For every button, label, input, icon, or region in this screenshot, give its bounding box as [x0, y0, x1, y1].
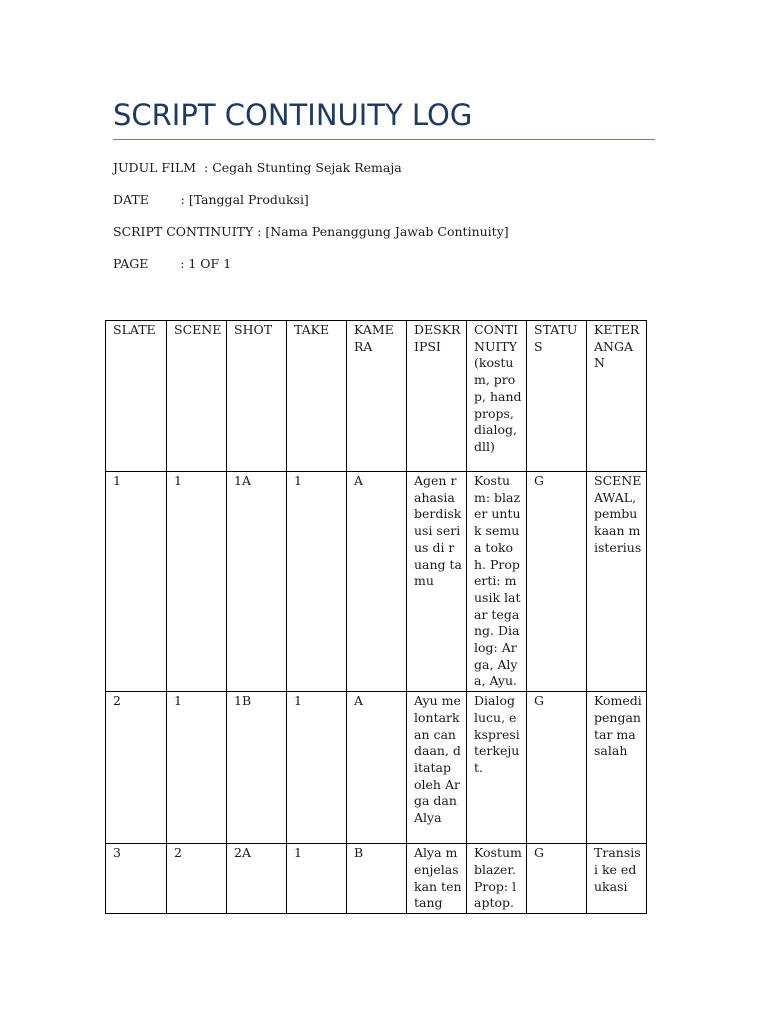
header-status: STATUS	[527, 321, 587, 472]
cell-scene: 2	[167, 844, 227, 914]
continuity-log-table	[105, 320, 647, 914]
meta-label: PAGE :	[113, 256, 189, 271]
header-continuity: CONTINUITY (kostum, prop, handprops, dialog, dll)	[467, 321, 527, 472]
cell-scene: 1	[167, 472, 227, 692]
cell-slate: 1	[106, 472, 167, 692]
table-row	[106, 472, 647, 692]
cell-slate: 2	[106, 692, 167, 844]
cell-kamera: A	[347, 692, 407, 844]
cell-shot: 1A	[227, 472, 287, 692]
meta-page	[113, 256, 231, 272]
table-row	[106, 844, 647, 914]
header-keterangan: KETERANGAN	[587, 321, 647, 472]
cell-take: 1	[287, 692, 347, 844]
cell-shot: 2A	[227, 844, 287, 914]
table-header-row	[106, 321, 647, 472]
header-slate: SLATE	[106, 321, 167, 472]
header-shot: SHOT	[227, 321, 287, 472]
cell-continuity: Kostum blazer. Prop: laptop.	[467, 844, 527, 914]
page-title: SCRIPT CONTINUITY LOG	[113, 98, 473, 132]
cell-keterangan: Komedi pengantar masalah	[587, 692, 647, 844]
meta-label: JUDUL FILM :	[113, 160, 213, 175]
meta-value: 1 OF 1	[188, 256, 232, 271]
cell-keterangan: SCENE AWAL, pembukaan misterius	[587, 472, 647, 692]
meta-date	[113, 192, 309, 208]
cell-kamera: A	[347, 472, 407, 692]
cell-scene: 1	[167, 692, 227, 844]
cell-status: G	[527, 472, 587, 692]
cell-take: 1	[287, 472, 347, 692]
meta-label: DATE :	[113, 192, 189, 207]
header-scene: SCENE	[167, 321, 227, 472]
meta-film-title	[113, 160, 402, 176]
cell-shot: 1B	[227, 692, 287, 844]
cell-status: G	[527, 844, 587, 914]
meta-script-continuity	[113, 224, 509, 240]
cell-keterangan: Transisi ke edukasi	[587, 844, 647, 914]
cell-status: G	[527, 692, 587, 844]
header-deskripsi: DESKRIPSI	[407, 321, 467, 472]
meta-label: SCRIPT CONTINUITY :	[113, 224, 266, 239]
cell-continuity: Dialog lucu, ekspresi terkejut.	[467, 692, 527, 844]
cell-continuity: Kostum: blazer untuk semua tokoh. Properti: musik latar tegang. Dialog: Arga, Alya, Ayu.	[467, 472, 527, 692]
meta-value: [Tanggal Produksi]	[188, 192, 309, 207]
cell-deskripsi: Alya menjelaskan tentang	[407, 844, 467, 914]
cell-deskripsi: Agen rahasia berdiskusi serius di ruang tamu	[407, 472, 467, 692]
meta-value: [Nama Penanggung Jawab Continuity]	[265, 224, 509, 239]
meta-value: Cegah Stunting Sejak Remaja	[212, 160, 402, 175]
cell-take: 1	[287, 844, 347, 914]
table-row	[106, 692, 647, 844]
cell-slate: 3	[106, 844, 167, 914]
title-divider	[113, 139, 655, 140]
header-take: TAKE	[287, 321, 347, 472]
header-kamera: KAMERA	[347, 321, 407, 472]
cell-deskripsi: Ayu melontarkan candaan, ditatap oleh Arga dan Alya	[407, 692, 467, 844]
cell-kamera: B	[347, 844, 407, 914]
